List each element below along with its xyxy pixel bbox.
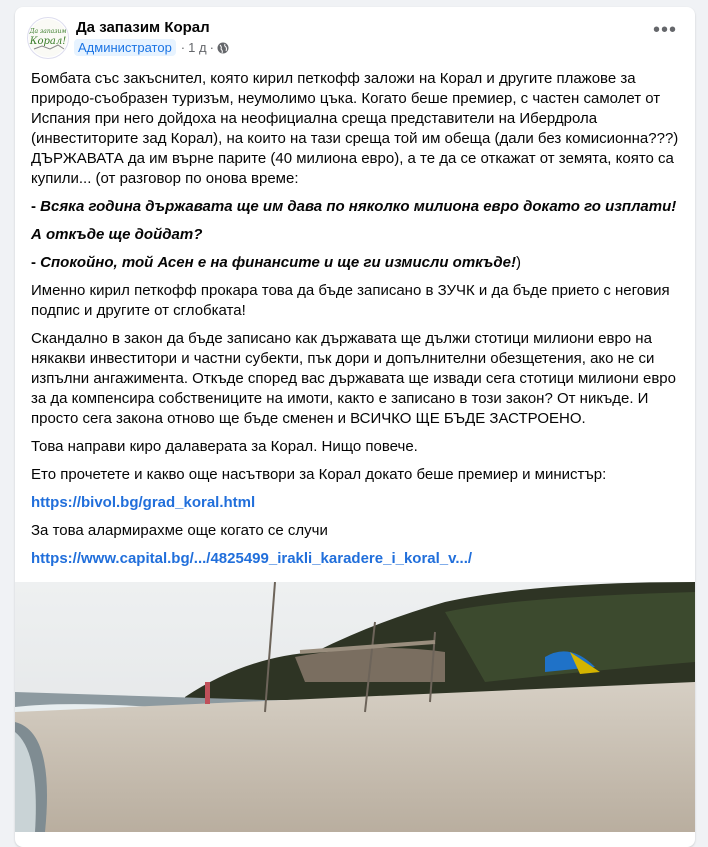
paragraph: Бомбата със закъснител, която кирил петкофф заложи на Корал и другите плажове за природо-съобразен туризъм, неумолимо цъка. Когато беше премиер, с частен самолет от Испания при него дойдоха на неофициална среща представители на Ибердрола (инвеститорите зад Корал), на които на тази среща той им обеща (дали без комисионна???) ДЪРЖАВАТА да им върне парите (40 милиона евро), а те да се откажат от земята, която са купили... (от разговор по онова време:	[31, 70, 679, 187]
separator: ·	[209, 40, 214, 55]
koral-logo-icon	[28, 18, 68, 58]
quote-line: - Всяка година държавата ще им дава по няколко милиона евро докато го изплати!	[31, 198, 677, 215]
beach-photo[interactable]	[15, 582, 695, 832]
globe-icon	[217, 42, 229, 54]
quote-line: А откъде ще дойдат?	[31, 226, 203, 243]
paragraph: Това направи киро далаверата за Корал. Нищо повече.	[31, 438, 418, 455]
paragraph: Скандално в закон да бъде записано как държавата ще дължи стотици милиони евро на някакви инвеститори и частни субекти, пък дори и допълнителни обезщетения, ако не си изпълни ангажимента. Откъде според вас държавата ще извади сега стотици милиони евро за да компенсира собствениците на имоти, както е записано в този закон? От никъде. И просто сега закона отново ще бъде сменен и ВСИЧКО ЩЕ БЪДЕ ЗАСТРОЕНО.	[31, 330, 676, 427]
admin-badge: Администратор	[74, 39, 176, 56]
post-meta	[74, 39, 229, 56]
page-name[interactable]: Да запазим Корал	[76, 19, 210, 36]
separator: ·	[180, 40, 186, 55]
post-text	[31, 69, 681, 577]
quote-line: - Спокойно, той Асен е на финансите и ще ги измисли откъде!)	[31, 254, 521, 271]
page-avatar[interactable]	[27, 17, 69, 59]
paragraph: За това алармирахме още когато се случи	[31, 522, 328, 539]
svg-text:Да запазим: Да запазим	[29, 28, 67, 35]
svg-text:Корал!: Корал!	[29, 36, 67, 47]
post-time[interactable]: 1 д	[188, 40, 207, 55]
paragraph: Ето прочетете и какво още насътвори за Корал докато беше премиер и министър:	[31, 466, 607, 483]
bivol-link[interactable]: https://bivol.bg/grad_koral.html	[31, 494, 256, 511]
more-dots-icon[interactable]: •••	[652, 19, 677, 41]
paragraph: Именно кирил петкофф прокара това да бъде записано в ЗУЧК и да бъде прието с неговия подпис и другите от сглобката!	[31, 282, 670, 319]
capital-link[interactable]: https://www.capital.bg/.../4825499_irakli_karadere_i_koral_v.../	[31, 550, 473, 567]
post-card	[15, 7, 695, 847]
